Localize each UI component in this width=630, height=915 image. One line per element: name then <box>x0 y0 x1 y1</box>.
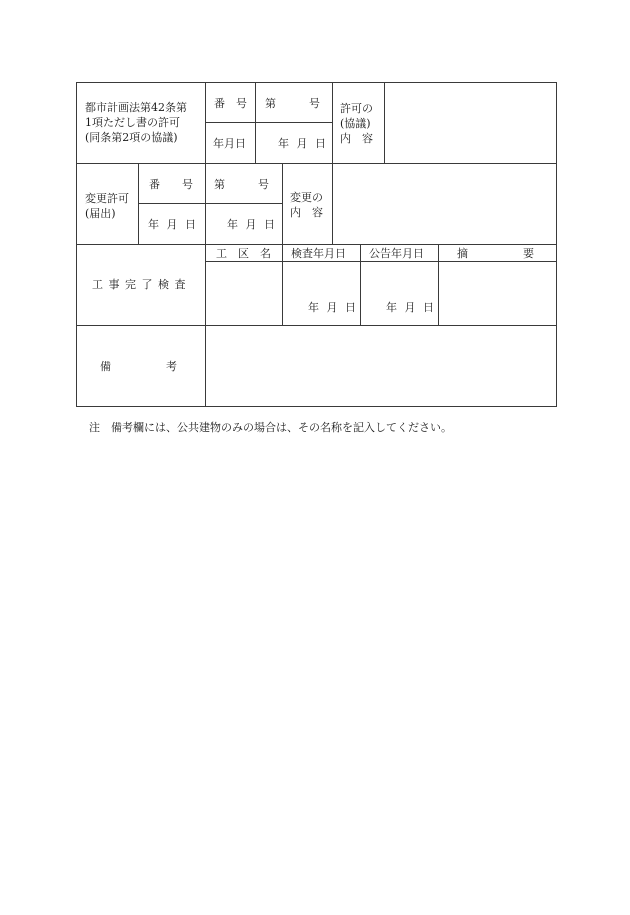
change-title: 変更許可 (届出) <box>85 192 129 220</box>
inspection-district-value[interactable] <box>210 266 278 321</box>
inspection-date-value: 年 月 日 <box>308 301 356 314</box>
change-number-value: 第 号 <box>214 178 269 191</box>
divider-row2-bottom <box>76 244 557 245</box>
divider-r3-b <box>282 244 283 326</box>
inspection-col-inspection-date: 検査年月日 <box>291 247 346 260</box>
divider-r1-a <box>205 82 206 164</box>
permit-date-value: 年 月 日 <box>278 137 326 150</box>
permit-number-value: 第 号 <box>265 97 320 110</box>
border-bottom <box>76 406 557 407</box>
permit-number-label: 番 号 <box>214 97 247 110</box>
inspection-title: 工 事 完 了 検 査 <box>92 278 186 291</box>
divider-r1-c <box>332 82 333 164</box>
inspection-col-district: 工 区 名 <box>216 247 271 260</box>
divider-r2-b <box>205 163 206 245</box>
border-top <box>76 82 557 83</box>
change-content-value[interactable] <box>340 177 550 237</box>
change-number-label: 番 号 <box>149 178 193 191</box>
border-right <box>556 82 557 407</box>
divider-row2-mid <box>138 203 283 204</box>
permit-content-value[interactable] <box>390 96 550 156</box>
remarks-title: 備 考 <box>100 360 177 373</box>
permit-content-label: 許可の (協議) 内 容 <box>340 102 373 145</box>
inspection-summary-value[interactable] <box>444 266 552 321</box>
divider-r1-b <box>255 82 256 164</box>
divider-row3-bottom <box>76 325 557 326</box>
change-content-label: 変更の 内 容 <box>290 191 323 219</box>
divider-r3-d <box>438 244 439 326</box>
divider-inspection-header <box>205 261 557 262</box>
divider-r2-d <box>332 163 333 245</box>
divider-r4-a <box>205 325 206 407</box>
border-left <box>76 82 77 407</box>
divider-r3-c <box>360 244 361 326</box>
divider-r2-a <box>138 163 139 245</box>
inspection-col-announcement-date: 公告年月日 <box>369 247 424 260</box>
divider-r1-d <box>384 82 385 164</box>
inspection-col-summary: 摘 要 <box>457 247 534 260</box>
footnote: 注 備考欄には、公共建物のみの場合は、その名称を記入してください。 <box>89 421 452 434</box>
change-date-value: 年 月 日 <box>227 218 275 231</box>
announcement-date-value: 年 月 日 <box>386 301 434 314</box>
divider-r2-c <box>282 163 283 245</box>
remarks-value[interactable] <box>212 333 550 401</box>
divider-row1-mid <box>205 122 333 123</box>
divider-r3-a <box>205 244 206 326</box>
change-date-label: 年 月 日 <box>148 218 196 231</box>
permit-date-label: 年月日 <box>213 137 246 150</box>
divider-row1-bottom <box>76 163 557 164</box>
permit-title: 都市計画法第42条第 1項ただし書の許可 (同条第2項の協議) <box>85 101 187 144</box>
